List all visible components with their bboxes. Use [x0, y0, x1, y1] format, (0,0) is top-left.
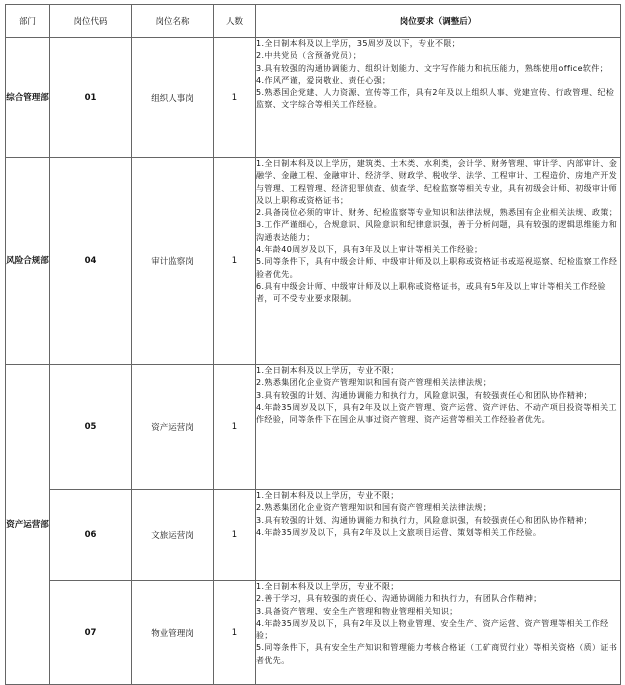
- dept-cell: 综合管理部: [6, 38, 50, 158]
- requirement-line: 4.年龄35周岁及以下，具有2年及以上文旅项目运营、策划等相关工作经验。: [256, 527, 542, 537]
- job-requirements-table: [5, 4, 621, 685]
- requirement-line: 3.具有较强的计划、沟通协调能力和执行力，风险意识强，有较强责任心和团队协作精神；: [256, 390, 593, 400]
- position-name: 审计监察岗: [132, 158, 214, 365]
- position-count: 1: [214, 38, 256, 158]
- requirement-line: 2.善于学习，具有较强的责任心、沟通协调能力和执行力，有团队合作精神；: [256, 594, 542, 604]
- requirement-line: 5.同等条件下，具有中级会计师、中级审计师及以上职称或资格证书或巡视巡察、纪检监察工作经验者优先。: [256, 257, 618, 279]
- requirements-cell: [256, 38, 621, 158]
- requirement-line: 5.同等条件下，具有安全生产知识和管理能力考核合格证（工矿商贸行业）等相关资格（质）证书者优先。: [256, 643, 618, 665]
- requirement-line: 3.具备资产管理、安全生产管理和物业管理相关知识；: [256, 606, 458, 616]
- requirement-line: 3.具有较强的沟通协调能力、组织计划能力、文字写作能力和抗压能力，熟练使用office软件；: [256, 63, 609, 73]
- requirements-cell: [256, 158, 621, 365]
- table-row: [6, 38, 621, 158]
- header-code: 岗位代码: [50, 5, 132, 38]
- requirement-line: 1.全日制本科及以上学历，专业不限；: [256, 491, 399, 500]
- table-row: [6, 490, 621, 581]
- requirement-line: 5.熟悉国企党建、人力资源、宣传等工作，具有2年及以上组织人事、党建宣传、行政管理、纪检监察、文字综合等相关工作经验。: [256, 88, 615, 110]
- table-row: [6, 365, 621, 490]
- position-name: 物业管理岗: [132, 581, 214, 685]
- table-row: [6, 581, 621, 685]
- position-name: 资产运营岗: [132, 365, 214, 490]
- position-count: 1: [214, 158, 256, 365]
- requirement-line: 4.年龄35周岁及以下，具有2年及以上物业管理、安全生产、资产运营、资产管理等相关工作经验；: [256, 618, 609, 641]
- dept-cell: 风险合规部: [6, 158, 50, 365]
- header-count: 人数: [214, 5, 256, 38]
- position-code: 07: [50, 581, 132, 685]
- requirement-line: 1.全日制本科及以上学历，建筑类、土木类、水利类，会计学、财务管理、审计学、内部审计、金融学、金融工程、金融审计、经济学、财政学、税收学、法学、工程审计、工程造价、房地产开发与管理、工程管理、经济犯罪侦查、侦查学、纪检监察等相关专业，具有初级会计师、初级审计师及以上职称或资格证书；: [256, 159, 618, 205]
- requirement-line: 2.中共党员（含预备党员）；: [256, 51, 362, 61]
- requirement-line: 3.工作严谨细心，合规意识、风险意识和纪律意识强，善于分析问题，具有较强的逻辑思维能力和沟通表达能力；: [256, 220, 618, 242]
- position-code: 04: [50, 158, 132, 365]
- requirements-cell: [256, 581, 621, 685]
- position-count: 1: [214, 490, 256, 581]
- requirement-line: 4.年龄40周岁及以下，具有3年及以上审计等相关工作经验；: [256, 245, 483, 255]
- table-row: [6, 158, 621, 365]
- requirement-line: 4.作风严谨，爱岗敬业、责任心强；: [256, 75, 391, 85]
- header-name: 岗位名称: [132, 5, 214, 38]
- requirements-cell: [256, 490, 621, 581]
- position-count: 1: [214, 365, 256, 490]
- position-name: 文旅运营岗: [132, 490, 214, 581]
- requirement-line: 2.熟悉集团化企业资产管理知识和国有资产管理相关法律法规；: [256, 378, 492, 388]
- header-dept: 部门: [6, 5, 50, 38]
- requirement-line: 2.熟悉集团化企业资产管理知识和国有资产管理相关法律法规；: [256, 503, 492, 513]
- position-count: 1: [214, 581, 256, 685]
- requirement-line: 6.具有中级会计师、中级审计师及以上职称或资格证书，或具有5年及以上审计等相关工作经验者，可不受专业要求限制。: [256, 281, 606, 304]
- requirements-cell: [256, 365, 621, 490]
- table-header-row: [6, 5, 621, 38]
- requirement-line: 3.具有较强的计划、沟通协调能力和执行力，风险意识强，有较强责任心和团队协作精神；: [256, 515, 593, 525]
- requirement-line: 1.全日制本科及以上学历，专业不限；: [256, 582, 399, 591]
- requirement-line: 2.具备岗位必须的审计、财务、纪检监察等专业知识和法律法规，熟悉国有企业相关法规、政策；: [256, 208, 618, 218]
- requirement-line: 4.年龄35周岁及以下，具有2年及以上资产管理、资产运营、资产评估、不动产项目投资等相关工作经验，同等条件下在国企从事过资产管理、资产运营等相关工作经验者优先。: [256, 402, 617, 425]
- dept-cell: 资产运营部: [6, 365, 50, 685]
- position-code: 06: [50, 490, 132, 581]
- position-name: 组织人事岗: [132, 38, 214, 158]
- position-code: 05: [50, 365, 132, 490]
- requirement-line: 1.全日制本科及以上学历，35周岁及以下，专业不限；: [256, 39, 461, 48]
- requirement-line: 1.全日制本科及以上学历，专业不限；: [256, 366, 399, 375]
- position-code: 01: [50, 38, 132, 158]
- header-requirements: 岗位要求（调整后）: [256, 5, 621, 38]
